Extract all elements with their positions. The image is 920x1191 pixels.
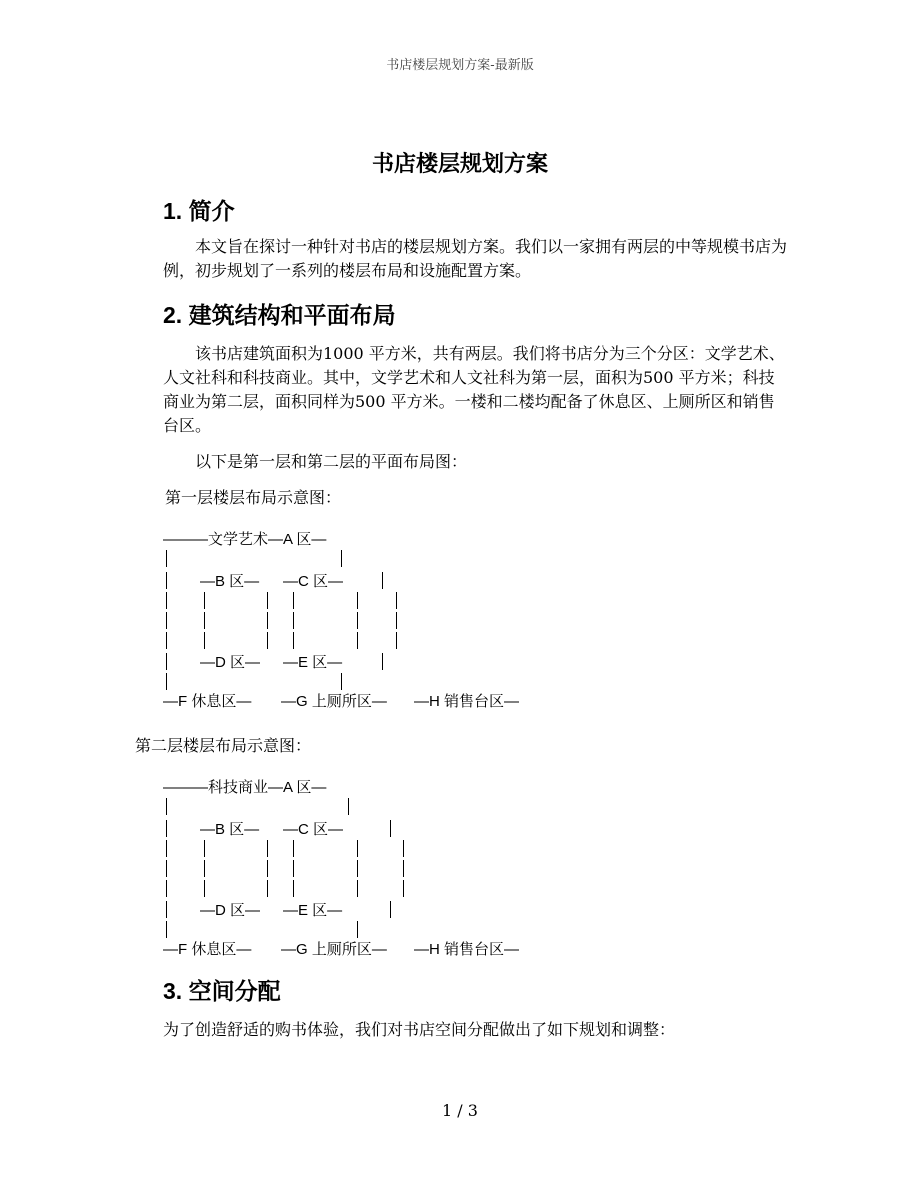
- floor1-wall: [267, 612, 268, 629]
- floor1-wall: [382, 572, 383, 589]
- floor1-wall: [396, 612, 397, 629]
- running-header: 书店楼层规划方案-最新版: [386, 58, 534, 73]
- floor1-wall: [357, 632, 358, 649]
- section-heading-space: 3. 空间分配: [163, 978, 281, 1004]
- floor1-wall: [166, 673, 167, 690]
- floor1-wall: [267, 632, 268, 649]
- floor1-wall: [166, 550, 167, 567]
- floor2-wall: [357, 860, 358, 877]
- floor2-zone-f: —F 休息区—: [163, 941, 252, 958]
- intro-paragraph: 本文旨在探讨一种针对书店的楼层规划方案。我们以一家拥有两层的中等规模书店为例，初步规划了一系列的楼层布局和设施配置方案。: [163, 237, 788, 280]
- layout-paragraph: 该书店建筑面积为1000 平方米，共有两层。我们将书店分为三个分区：文学艺术、人文社科和科技商业。其中，文学艺术和人文社科为第一层，面积为500 平方米；科技商业为第二层，面积同样为500 平方米。一楼和二楼均配备了休息区、上厕所区和销售台区。: [163, 344, 785, 435]
- floor2-zone-g: —G 上厕所区—: [281, 941, 387, 958]
- floor1-wall: [166, 572, 167, 589]
- floor1-zone-f: —F 休息区—: [163, 693, 252, 710]
- floor1-wall: [396, 632, 397, 649]
- floor1-wall: [293, 632, 294, 649]
- floor1-wall: [357, 612, 358, 629]
- floor2-zone-b: —B 区—: [200, 821, 260, 838]
- floor2-zone-h: —H 销售台区—: [414, 941, 520, 958]
- floor2-wall: [403, 860, 404, 877]
- space-paragraph: 为了创造舒适的购书体验，我们对书店空间分配做出了如下规划和调整：: [163, 1020, 676, 1039]
- floor1-wall: [396, 592, 397, 609]
- floor1-wall: [204, 592, 205, 609]
- floor1-caption: 第一层楼层布局示意图：: [165, 488, 342, 507]
- floor2-wall: [403, 880, 404, 897]
- section-heading-layout: 2. 建筑结构和平面布局: [163, 302, 396, 328]
- floor2-wall: [166, 921, 167, 938]
- floor2-wall: [390, 820, 391, 837]
- document-title: 书店楼层规划方案: [371, 151, 548, 177]
- floor2-wall: [166, 901, 167, 918]
- section-heading-intro: 1. 简介: [163, 198, 235, 224]
- floor2-wall: [357, 880, 358, 897]
- floor1-wall: [166, 653, 167, 670]
- floor2-wall: [267, 860, 268, 877]
- floor1-wall: [166, 592, 167, 609]
- floor2-wall: [204, 840, 205, 857]
- floor2-wall: [166, 798, 167, 815]
- floor1-zone-h: —H 销售台区—: [414, 693, 520, 710]
- floor2-wall: [204, 860, 205, 877]
- floor1-wall: [382, 653, 383, 670]
- floor1-wall: [357, 592, 358, 609]
- floor2-zone-d: —D 区—: [200, 902, 261, 919]
- floor2-zone-a: ———科技商业—A 区—: [163, 779, 327, 796]
- floor2-wall: [357, 840, 358, 857]
- floor1-wall: [293, 592, 294, 609]
- floor1-wall: [204, 612, 205, 629]
- floor1-zone-g: —G 上厕所区—: [281, 693, 387, 710]
- floor1-wall: [267, 592, 268, 609]
- floor2-wall: [166, 860, 167, 877]
- floor1-wall: [204, 632, 205, 649]
- floor2-wall: [403, 840, 404, 857]
- floor1-wall: [341, 550, 342, 567]
- floor1-zone-a: ———文学艺术—A 区—: [163, 531, 327, 548]
- floor1-wall: [166, 632, 167, 649]
- floor2-wall: [357, 921, 358, 938]
- floor2-wall: [293, 860, 294, 877]
- floor2-wall: [267, 880, 268, 897]
- floor2-caption: 第二层楼层布局示意图：: [135, 736, 312, 755]
- floor2-wall: [166, 880, 167, 897]
- floor1-zone-d: —D 区—: [200, 654, 261, 671]
- floor1-zone-b: —B 区—: [200, 573, 260, 590]
- floor2-wall: [267, 840, 268, 857]
- floor2-wall: [390, 901, 391, 918]
- floor2-zone-c: —C 区—: [283, 821, 344, 838]
- layout-intro-line: 以下是第一层和第二层的平面布局图：: [195, 452, 468, 471]
- floor2-wall: [166, 820, 167, 837]
- floor1-wall: [293, 612, 294, 629]
- floor2-zone-e: —E 区—: [283, 902, 343, 919]
- floor2-wall: [166, 840, 167, 857]
- floor2-wall: [293, 840, 294, 857]
- floor2-wall: [348, 798, 349, 815]
- floor1-zone-e: —E 区—: [283, 654, 343, 671]
- floor1-zone-c: —C 区—: [283, 573, 344, 590]
- floor2-wall: [293, 880, 294, 897]
- floor1-wall: [166, 612, 167, 629]
- page-number: 1 / 3: [442, 1101, 478, 1120]
- floor1-wall: [341, 673, 342, 690]
- floor2-wall: [204, 880, 205, 897]
